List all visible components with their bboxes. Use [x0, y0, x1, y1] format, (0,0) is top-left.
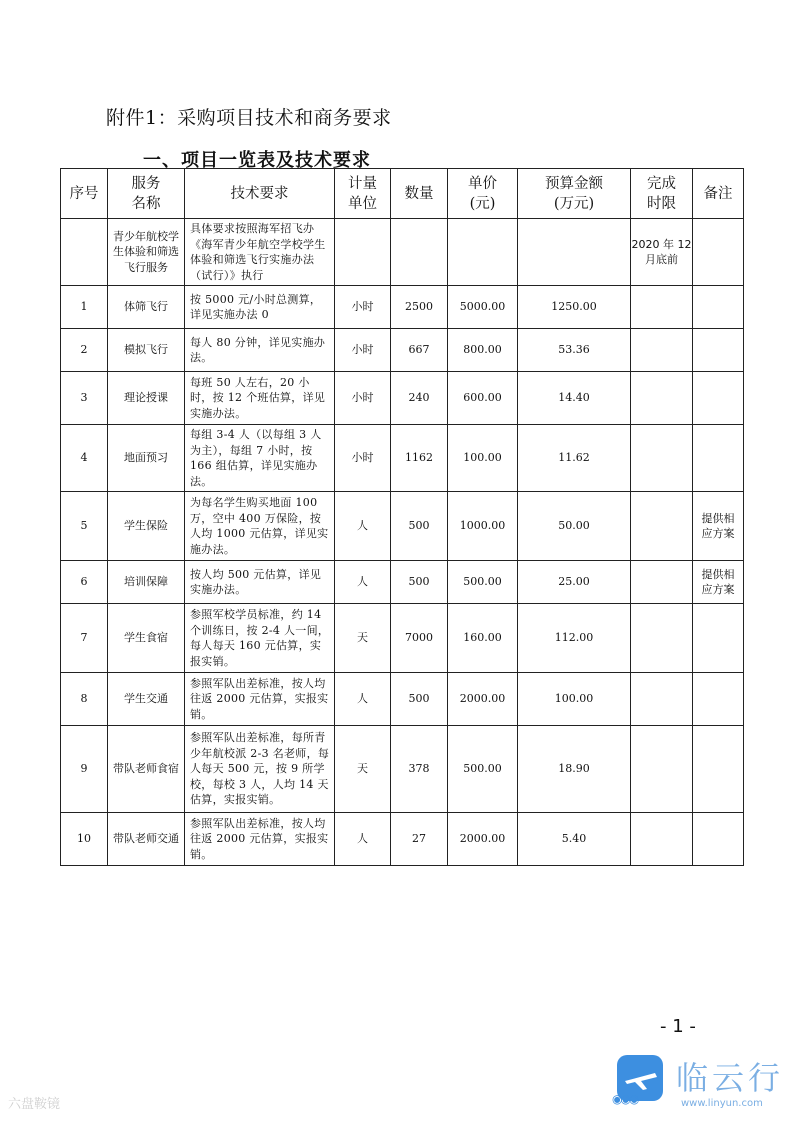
note-cell: 提供相应方案 — [693, 561, 744, 604]
deadline-cell — [631, 673, 693, 726]
requirement-cell: 每组 3-4 人（以每组 3 人为主），每组 7 小时，按 166 组估算，详见实施办法。 — [185, 425, 335, 492]
header-cell — [518, 169, 631, 219]
group-name: 青少年航校学生体验和筛选飞行服务 — [108, 219, 185, 286]
group-unit — [335, 219, 391, 286]
unit-price-cell: 2000.00 — [448, 673, 518, 726]
deadline-cell — [631, 329, 693, 372]
document-title: 附件1：采购项目技术和商务要求 — [106, 107, 392, 129]
unit-cell: 小时 — [335, 372, 391, 425]
service-name-cell: 体筛飞行 — [108, 286, 185, 329]
note-cell: 提供相应方案 — [693, 492, 744, 561]
group-price — [448, 219, 518, 286]
quantity-cell: 378 — [391, 726, 448, 813]
quantity-cell: 500 — [391, 561, 448, 604]
header-line: 服务 — [131, 175, 161, 192]
note-cell — [693, 329, 744, 372]
header-line: 预算金额 — [545, 175, 603, 192]
header-line: 数量 — [404, 185, 434, 202]
table-row — [61, 372, 744, 425]
header-line: 名称 — [131, 195, 161, 212]
service-name-cell: 带队老师交通 — [108, 813, 185, 866]
table-row — [61, 673, 744, 726]
unit-cell: 人 — [335, 561, 391, 604]
budget-cell: 18.90 — [518, 726, 631, 813]
header-cell — [185, 169, 335, 219]
row-number-cell: 6 — [61, 561, 108, 604]
header-line: 技术要求 — [230, 185, 289, 202]
unit-price-cell: 800.00 — [448, 329, 518, 372]
group-requirement: 具体要求按照海军招飞办《海军青少年航空学校学生体验和筛选飞行实施办法（试行）》执行 — [185, 219, 335, 286]
row-number-cell: 5 — [61, 492, 108, 561]
table-row — [61, 329, 744, 372]
note-cell — [693, 813, 744, 866]
table-row — [61, 425, 744, 492]
table-row — [61, 286, 744, 329]
deadline-cell — [631, 372, 693, 425]
requirement-cell: 按人均 500 元估算，详见实施办法。 — [185, 561, 335, 604]
row-number-cell: 7 — [61, 604, 108, 673]
header-line: 单位 — [348, 195, 377, 212]
note-cell — [693, 726, 744, 813]
deadline-cell — [631, 492, 693, 561]
row-number-cell: 8 — [61, 673, 108, 726]
header-line: 单价 — [468, 175, 497, 192]
quantity-cell: 27 — [391, 813, 448, 866]
requirement-cell: 为每名学生购买地面 100 万，空中 400 万保险，按人均 1000 元估算，详见实施办法。 — [185, 492, 335, 561]
group-budget — [518, 219, 631, 286]
row-number-cell: 9 — [61, 726, 108, 813]
deadline-cell — [631, 561, 693, 604]
note-cell — [693, 604, 744, 673]
group-qty — [391, 219, 448, 286]
group-deadline: 2020 年 12 月底前 — [631, 219, 693, 286]
table-row — [61, 726, 744, 813]
header-cell — [448, 169, 518, 219]
quantity-cell: 500 — [391, 492, 448, 561]
header-cell — [108, 169, 185, 219]
unit-price-cell: 600.00 — [448, 372, 518, 425]
row-number-cell: 2 — [61, 329, 108, 372]
requirement-cell: 参照军校学员标准，约 14 个训练日，按 2-4 人一间，每人每天 160 元估算，实报实销。 — [185, 604, 335, 673]
quantity-cell: 667 — [391, 329, 448, 372]
deadline-cell — [631, 726, 693, 813]
unit-cell: 天 — [335, 604, 391, 673]
header-line: 序号 — [69, 185, 99, 202]
budget-cell: 25.00 — [518, 561, 631, 604]
service-name-cell: 模拟飞行 — [108, 329, 185, 372]
budget-cell: 100.00 — [518, 673, 631, 726]
header-line: 备注 — [703, 185, 733, 202]
unit-price-cell: 500.00 — [448, 726, 518, 813]
row-number-cell: 3 — [61, 372, 108, 425]
header-line: (元) — [469, 195, 496, 212]
group-note — [693, 219, 744, 286]
budget-cell: 53.36 — [518, 329, 631, 372]
row-number-cell: 10 — [61, 813, 108, 866]
budget-cell: 14.40 — [518, 372, 631, 425]
budget-cell: 1250.00 — [518, 286, 631, 329]
group-no — [61, 219, 108, 286]
unit-cell: 小时 — [335, 329, 391, 372]
service-name-cell: 理论授课 — [108, 372, 185, 425]
header-line: (万元) — [553, 195, 595, 212]
group-row — [61, 219, 744, 286]
header-cell — [61, 169, 108, 219]
requirement-cell: 参照军队出差标准，按人均往返 2000 元估算，实报实销。 — [185, 673, 335, 726]
row-number-cell: 1 — [61, 286, 108, 329]
unit-price-cell: 100.00 — [448, 425, 518, 492]
budget-cell: 112.00 — [518, 604, 631, 673]
project-table — [60, 168, 744, 866]
quantity-cell: 2500 — [391, 286, 448, 329]
budget-cell: 5.40 — [518, 813, 631, 866]
unit-cell: 人 — [335, 813, 391, 866]
requirement-cell: 按 5000 元/小时总测算，详见实施办法 0 — [185, 286, 335, 329]
header-line: 计量 — [348, 175, 377, 192]
watermark-url: www.linyun.com — [681, 1098, 763, 1109]
unit-cell: 小时 — [335, 286, 391, 329]
header-cell — [335, 169, 391, 219]
table-row — [61, 813, 744, 866]
note-cell — [693, 425, 744, 492]
service-name-cell: 带队老师食宿 — [108, 726, 185, 813]
requirement-cell: 每人 80 分钟，详见实施办法。 — [185, 329, 335, 372]
watermark-logo-text: 临云行 — [676, 1059, 785, 1097]
deadline-cell — [631, 425, 693, 492]
table-header-row — [61, 169, 744, 219]
unit-price-cell: 5000.00 — [448, 286, 518, 329]
table-row — [61, 561, 744, 604]
header-line: 完成 — [647, 175, 676, 192]
note-cell — [693, 372, 744, 425]
budget-cell: 50.00 — [518, 492, 631, 561]
header-cell — [391, 169, 448, 219]
table-row — [61, 604, 744, 673]
service-name-cell: 学生交通 — [108, 673, 185, 726]
section-title: 一、项目一览表及技术要求 — [143, 150, 371, 171]
quantity-cell: 1162 — [391, 425, 448, 492]
deadline-cell — [631, 813, 693, 866]
budget-cell: 11.62 — [518, 425, 631, 492]
unit-price-cell: 2000.00 — [448, 813, 518, 866]
quantity-cell: 240 — [391, 372, 448, 425]
watermark-bubbles-icon: ◉◉◉ — [612, 1092, 638, 1106]
requirement-cell: 参照军队出差标准，每所青少年航校派 2-3 名老师，每人每天 500 元，按 9 所学校，每校 3 人，人均 14 天估算，实报实销。 — [185, 726, 335, 813]
note-cell — [693, 673, 744, 726]
requirement-cell: 每班 50 人左右，20 小时，按 12 个班估算，详见实施办法。 — [185, 372, 335, 425]
quantity-cell: 7000 — [391, 604, 448, 673]
unit-cell: 人 — [335, 673, 391, 726]
header-cell — [693, 169, 744, 219]
unit-cell: 人 — [335, 492, 391, 561]
unit-cell: 天 — [335, 726, 391, 813]
unit-price-cell: 500.00 — [448, 561, 518, 604]
deadline-cell — [631, 604, 693, 673]
header-cell — [631, 169, 693, 219]
service-name-cell: 培训保障 — [108, 561, 185, 604]
service-name-cell: 地面预习 — [108, 425, 185, 492]
unit-cell: 小时 — [335, 425, 391, 492]
row-number-cell: 4 — [61, 425, 108, 492]
watermark-left: 六盘鞍镜 — [8, 1097, 61, 1112]
requirement-cell: 参照军队出差标准，按人均往返 2000 元估算，实报实销。 — [185, 813, 335, 866]
table-row — [61, 492, 744, 561]
quantity-cell: 500 — [391, 673, 448, 726]
unit-price-cell: 160.00 — [448, 604, 518, 673]
page-number: - 1 - — [660, 1016, 696, 1037]
unit-price-cell: 1000.00 — [448, 492, 518, 561]
header-line: 时限 — [647, 195, 676, 212]
deadline-cell — [631, 286, 693, 329]
service-name-cell: 学生食宿 — [108, 604, 185, 673]
service-name-cell: 学生保险 — [108, 492, 185, 561]
note-cell — [693, 286, 744, 329]
